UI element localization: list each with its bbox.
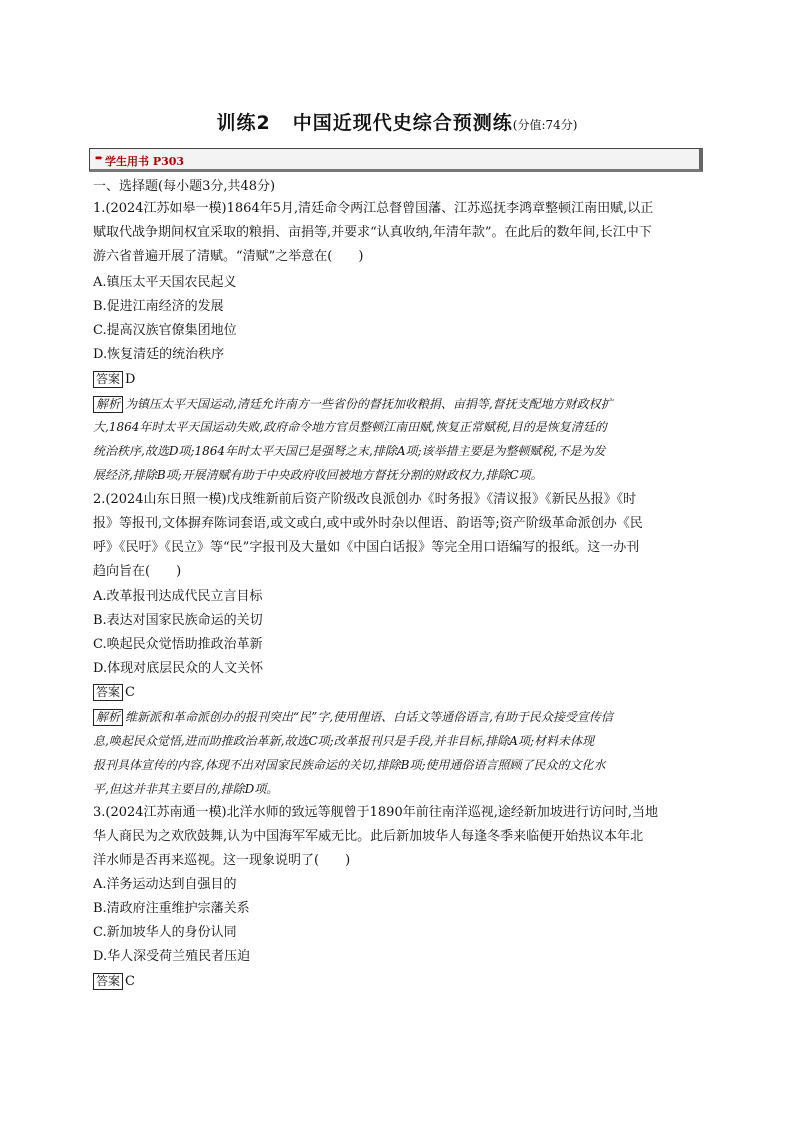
answer-value: D [125, 372, 136, 387]
answer-tag: 答案 [93, 684, 123, 701]
question-1-option-b: B.促进江南经济的发展 [93, 299, 224, 314]
answer-tag: 答案 [93, 973, 123, 990]
question-1-line: 游六省普遍开展了清赋。“清赋”之举意在( ) [93, 249, 364, 264]
analysis-line: 为镇压太平天国运动,清廷允许南方一些省份的督抚加收粮捐、亩捐等,督抚支配地方财政权扩 [125, 397, 613, 411]
analysis-tag: 解析 [93, 396, 123, 413]
question-2-line: 2.(2024山东日照一模)戊戌维新前后资产阶级改良派创办《时务报》《清议报》《新民丛报》《时 [93, 492, 637, 507]
question-3-line: 3.(2024江苏南通一模)北洋水师的致远等舰曾于1890年前往南洋巡视,途经新加坡进行访问时,当地 [93, 805, 658, 820]
question-2-option-b: B.表达对国家民族命运的关切 [93, 613, 263, 628]
question-2-analysis [93, 708, 613, 726]
question-1-line: 1.(2024江苏如皋一模)1864年5月,清廷命令两江总督曾国藩、江苏巡抚李鸿章整顿江南田赋,以正 [93, 201, 654, 216]
question-3-line: 华人商民为之欢欣鼓舞,认为中国海军军威无比。此后新加坡华人每逢冬季来临便开始热议本年北 [93, 829, 644, 844]
question-2-answer [93, 684, 135, 702]
question-2-line: 报》等报刊,文体摒弃陈词套语,或文或白,或中或外时杂以俚语、韵语等;资产阶级革命派创办《民 [93, 516, 643, 531]
title-number: 训练2 [216, 112, 271, 134]
page-title [0, 108, 794, 135]
section-heading: 一、选择题(每小题3分,共48分) [93, 179, 276, 194]
title-text: 中国近现代史综合预测练 [292, 112, 513, 134]
analysis-tag: 解析 [93, 709, 123, 726]
question-3-answer [93, 973, 135, 991]
question-3-option-a: A.洋务运动达到自强目的 [93, 877, 237, 892]
analysis-line: 维新派和革命派创办的报刊突出“民”字,使用俚语、白话文等通俗语言,有助于民众接受宣传信 [125, 710, 613, 724]
analysis-line: 展经济,排除B项;开展清赋有助于中央政府收回被地方督抚分割的财政权力,排除C项。 [93, 468, 543, 482]
question-1-option-c: C.提高汉族官僚集团地位 [93, 323, 237, 338]
question-1-option-a: A.镇压太平天国农民起义 [93, 275, 237, 290]
analysis-line: 统治秩序,故选D项;1864年时太平天国已是强弩之末,排除A项;该举措主要是为整顿赋税,不是为发 [93, 444, 606, 458]
analysis-line: 报刊具体宣传的内容,体现不出对国家民族命运的关切,排除B项;使用通俗语言照顾了民众的文化水 [93, 758, 606, 772]
question-2-line: 呼》《民吁》《民立》等“民”字报刊及大量如《中国白话报》等完全用口语编写的报纸。这一办刊 [93, 540, 640, 555]
question-3-line: 洋水师是否再来巡视。这一现象说明了( ) [93, 853, 351, 868]
analysis-line: 平,但这并非其主要目的,排除D项。 [93, 782, 279, 796]
question-1-line: 赋取代战争期间权宜采取的粮捐、亩捐等,并要求“认真收纳,年清年款”。在此后的数年间,长江中下 [93, 225, 652, 240]
question-1-answer [93, 371, 135, 389]
answer-tag: 答案 [93, 371, 123, 388]
question-3-option-c: C.新加坡华人的身份认同 [93, 925, 237, 940]
answer-value: C [125, 685, 135, 700]
book-reference-banner [89, 148, 703, 172]
arrow-icon: ➨ [95, 153, 104, 164]
question-2-option-c: C.唤起民众觉悟助推政治革新 [93, 637, 263, 652]
question-3-option-d: D.华人深受荷兰殖民者压迫 [93, 949, 251, 964]
question-1-option-d: D.恢复清廷的统治秩序 [93, 347, 225, 362]
book-reference-label[interactable]: 学生用书 P303 [105, 155, 185, 168]
answer-value: C [125, 974, 135, 989]
question-2-line: 趋向旨在( ) [93, 564, 182, 579]
question-2-option-a: A.改革报刊达成代民立言目标 [93, 589, 263, 604]
question-3-option-b: B.清政府注重维护宗藩关系 [93, 901, 250, 916]
analysis-line: 息,唤起民众觉悟,进而助推政治革新,故选C项;改革报刊只是手段,并非目标,排除A项;材料未体现 [93, 734, 595, 748]
question-1-analysis [93, 395, 613, 413]
question-2-option-d: D.体现对底层民众的人文关怀 [93, 661, 264, 676]
analysis-line: 大,1864年时太平天国运动失败,政府命令地方官员整顿江南田赋,恢复正常赋税,目的是恢复清廷的 [93, 420, 607, 434]
title-score: (分值:74分) [512, 118, 578, 132]
